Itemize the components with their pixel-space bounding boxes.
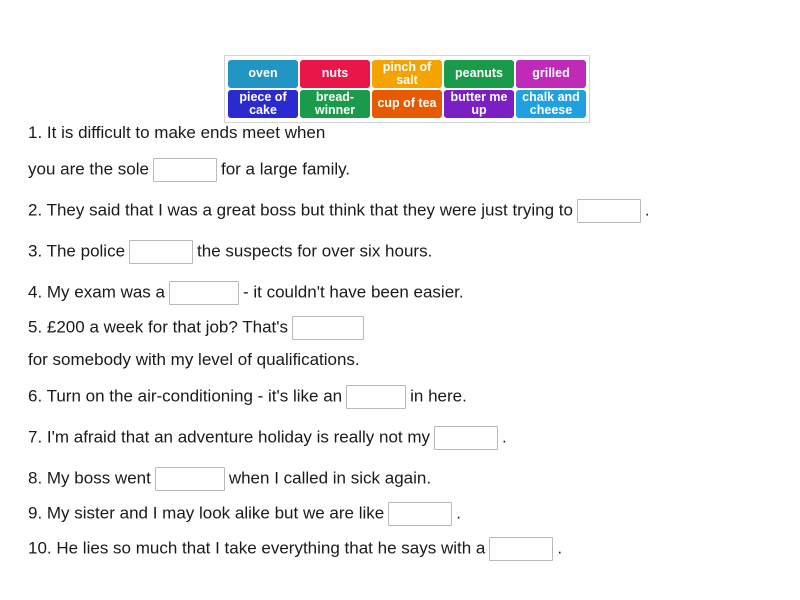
answer-blank-9[interactable] [388,502,452,526]
word-chip-label: cup of tea [377,96,437,111]
question-line-5b [28,351,780,368]
question-text: 4. My exam was a [28,282,165,302]
word-chip-bread-winner[interactable] [300,90,370,118]
question-text: the suspects for over six hours. [197,241,433,261]
answer-blank-5[interactable] [292,316,364,340]
question-text: in here. [410,386,467,406]
question-text: 2. They said that I was a great boss but think that they were just trying to [28,200,573,220]
question-text: when I called in sick again. [228,468,432,488]
word-chip-oven[interactable] [228,60,298,88]
word-bank-row-2 [228,90,586,118]
word-chip-chalk-and-cheese[interactable] [516,90,586,118]
word-chip-label: peanuts [455,66,503,81]
word-chip-label: piece of cake [239,89,287,117]
word-chip-cup-of-tea[interactable] [372,90,442,118]
question-line-7 [28,426,780,450]
answer-blank-4[interactable] [169,281,239,305]
question-line-5a [28,316,780,340]
question-text: 10. He lies so much that I take everything that he says with a [28,538,486,558]
word-chip-label: pinch of salt [382,59,432,87]
answer-blank-8[interactable] [155,467,225,491]
question-line-8 [28,467,780,491]
answer-blank-7[interactable] [434,426,498,450]
word-bank-row-1 [228,60,586,88]
word-chip-pinch-of-salt[interactable] [372,60,442,88]
question-text: 7. I'm afraid that an adventure holiday is really not my [28,427,431,447]
question-line-6 [28,385,780,409]
answer-blank-2[interactable] [577,199,641,223]
word-chip-label: oven [248,66,278,81]
question-text: . [456,503,461,523]
word-chip-peanuts[interactable] [444,60,514,88]
word-chip-butter-me-up[interactable] [444,90,514,118]
question-text: 5. £200 a week for that job? That's [28,317,288,337]
question-text: 9. My sister and I may look alike but we are like [28,503,385,523]
word-chip-grilled[interactable] [516,60,586,88]
question-text: 8. My boss went [28,468,151,488]
question-text: 3. The police [28,241,126,261]
answer-blank-3[interactable] [129,240,193,264]
answer-blank-10[interactable] [489,537,553,561]
word-chip-label: nuts [321,66,349,81]
question-text: for somebody with my level of qualifications. [28,350,360,369]
question-line-3 [28,240,780,264]
question-line-4 [28,281,780,305]
question-text: you are the sole [28,159,149,179]
answer-blank-6[interactable] [346,385,406,409]
answer-blank-1[interactable] [153,158,217,182]
question-line-2 [28,199,780,223]
word-chip-label: chalk and cheese [522,89,580,117]
question-text: . [502,427,507,447]
question-line-10 [28,537,780,561]
question-list [28,124,780,578]
question-line-9 [28,502,780,526]
word-chip-label: butter me up [450,89,508,117]
question-line-1a [28,124,780,141]
word-chip-piece-of-cake[interactable] [228,90,298,118]
question-text: . [644,200,650,220]
word-chip-label: bread-winner [314,89,356,117]
question-text: 1. It is difficult to make ends meet when [28,123,326,142]
question-text: - it couldn't have been easier. [243,282,464,302]
question-line-1b [28,158,780,182]
question-text: . [557,538,563,558]
word-chip-label: grilled [532,66,570,81]
word-bank [224,55,590,123]
question-text: for a large family. [220,159,351,179]
word-chip-nuts[interactable] [300,60,370,88]
question-text: 6. Turn on the air-conditioning - it's like an [28,386,343,406]
